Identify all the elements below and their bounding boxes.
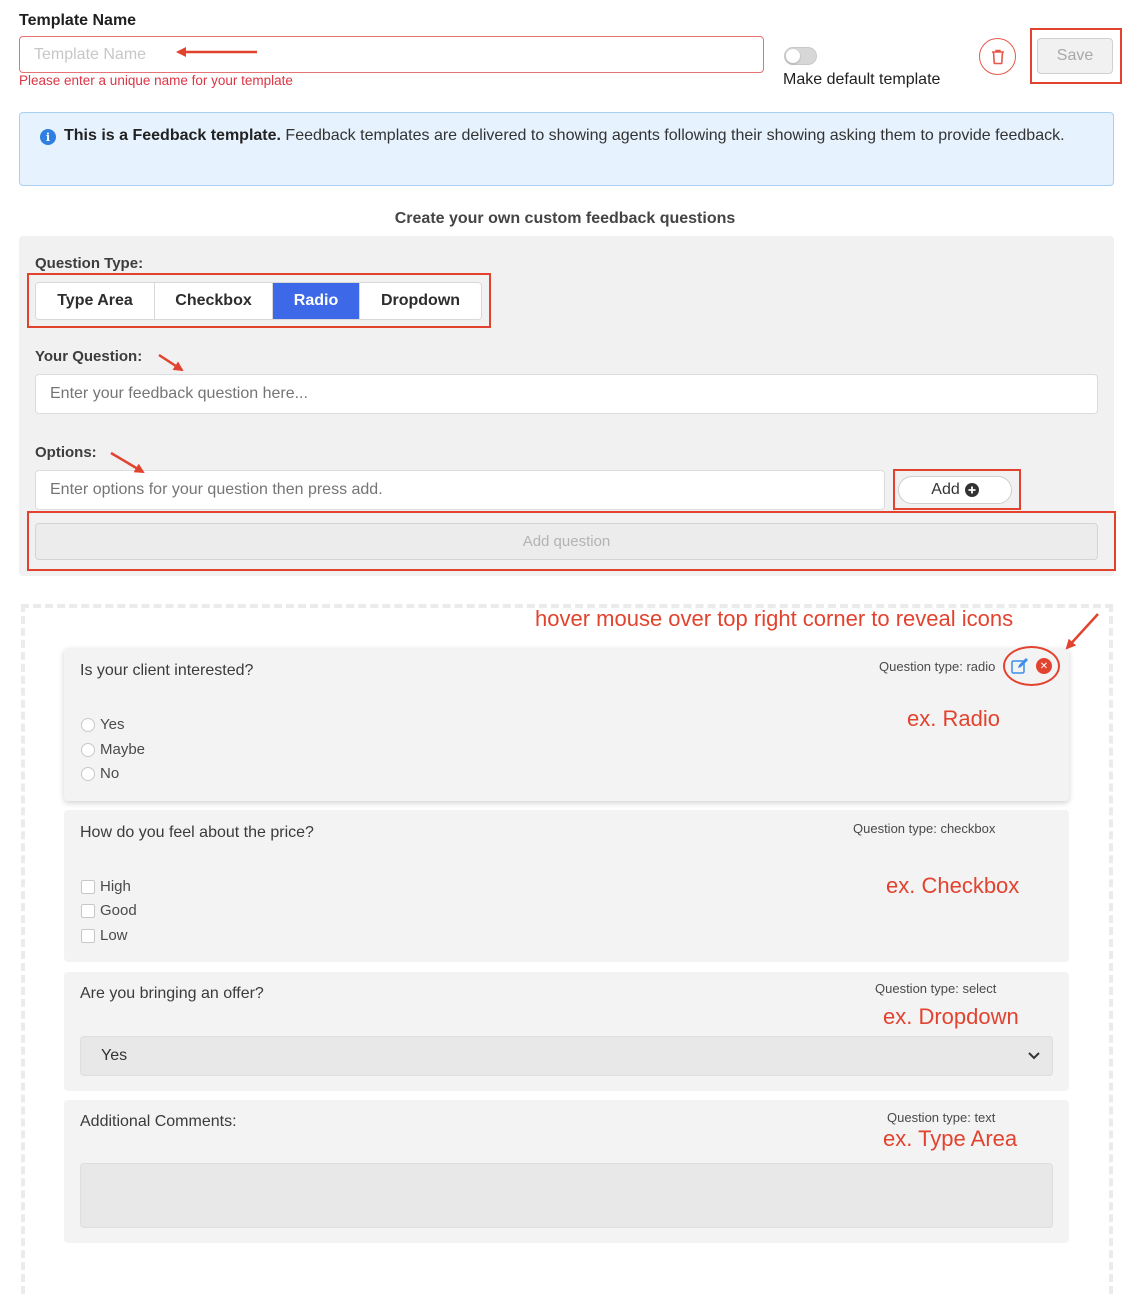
hover-annotation: hover mouse over top right corner to reveal icons [535,606,1014,631]
option-label: Yes [100,716,125,733]
question-text: Additional Comments: [80,1113,237,1130]
example-checkbox-annotation: ex. Checkbox [886,873,1020,898]
question-type-label: Question type: radio [879,659,996,674]
example-radio-annotation: ex. Radio [907,706,1000,731]
checkbox-button[interactable]: Checkbox [155,283,273,319]
question-type-label: Question type: select [875,981,997,996]
question-text: Is your client interested? [80,662,254,679]
example-type-area-annotation: ex. Type Area [883,1126,1018,1151]
save-button[interactable]: Save [1037,38,1113,74]
template-name-error: Please enter a unique name for your template [19,73,293,88]
close-circle-icon[interactable]: ✕ [1036,658,1052,674]
option-label: Good [100,902,137,919]
arrow-annotation-icon [159,355,182,370]
template-name-label: Template Name [19,12,137,29]
question-type-label: Question Type: [35,255,144,272]
your-question-label: Your Question: [35,348,143,365]
question-text: Are you bringing an offer? [80,985,264,1002]
option-label: Maybe [100,741,146,758]
add-question-button[interactable]: Add question [35,523,1098,560]
radio-button[interactable]: Radio [273,283,360,319]
add-option-label: Add [931,481,960,498]
arrow-annotation-icon [111,453,143,472]
option-label: Low [100,927,128,944]
question-type-label: Question type: text [887,1110,996,1125]
info-body: Feedback templates are delivered to showing agents following their showing asking them to provide feedback. [280,127,1065,144]
question-type-label: Question type: checkbox [853,821,996,836]
type-area-button[interactable]: Type Area [36,283,155,319]
default-template-label: Make default template [783,71,941,88]
options-label: Options: [35,444,97,461]
arrow-annotation-icon [1067,614,1098,648]
dropdown-selected-value: Yes [101,1047,128,1064]
example-dropdown-annotation: ex. Dropdown [883,1004,1019,1029]
question-text: How do you feel about the price? [80,824,314,841]
option-label: No [100,765,120,782]
info-icon: i [40,129,56,145]
option-label: High [100,878,131,895]
dropdown-button[interactable]: Dropdown [360,283,481,319]
info-bold: This is a Feedback template. [64,127,281,144]
section-title: Create your own custom feedback questions [394,210,736,227]
